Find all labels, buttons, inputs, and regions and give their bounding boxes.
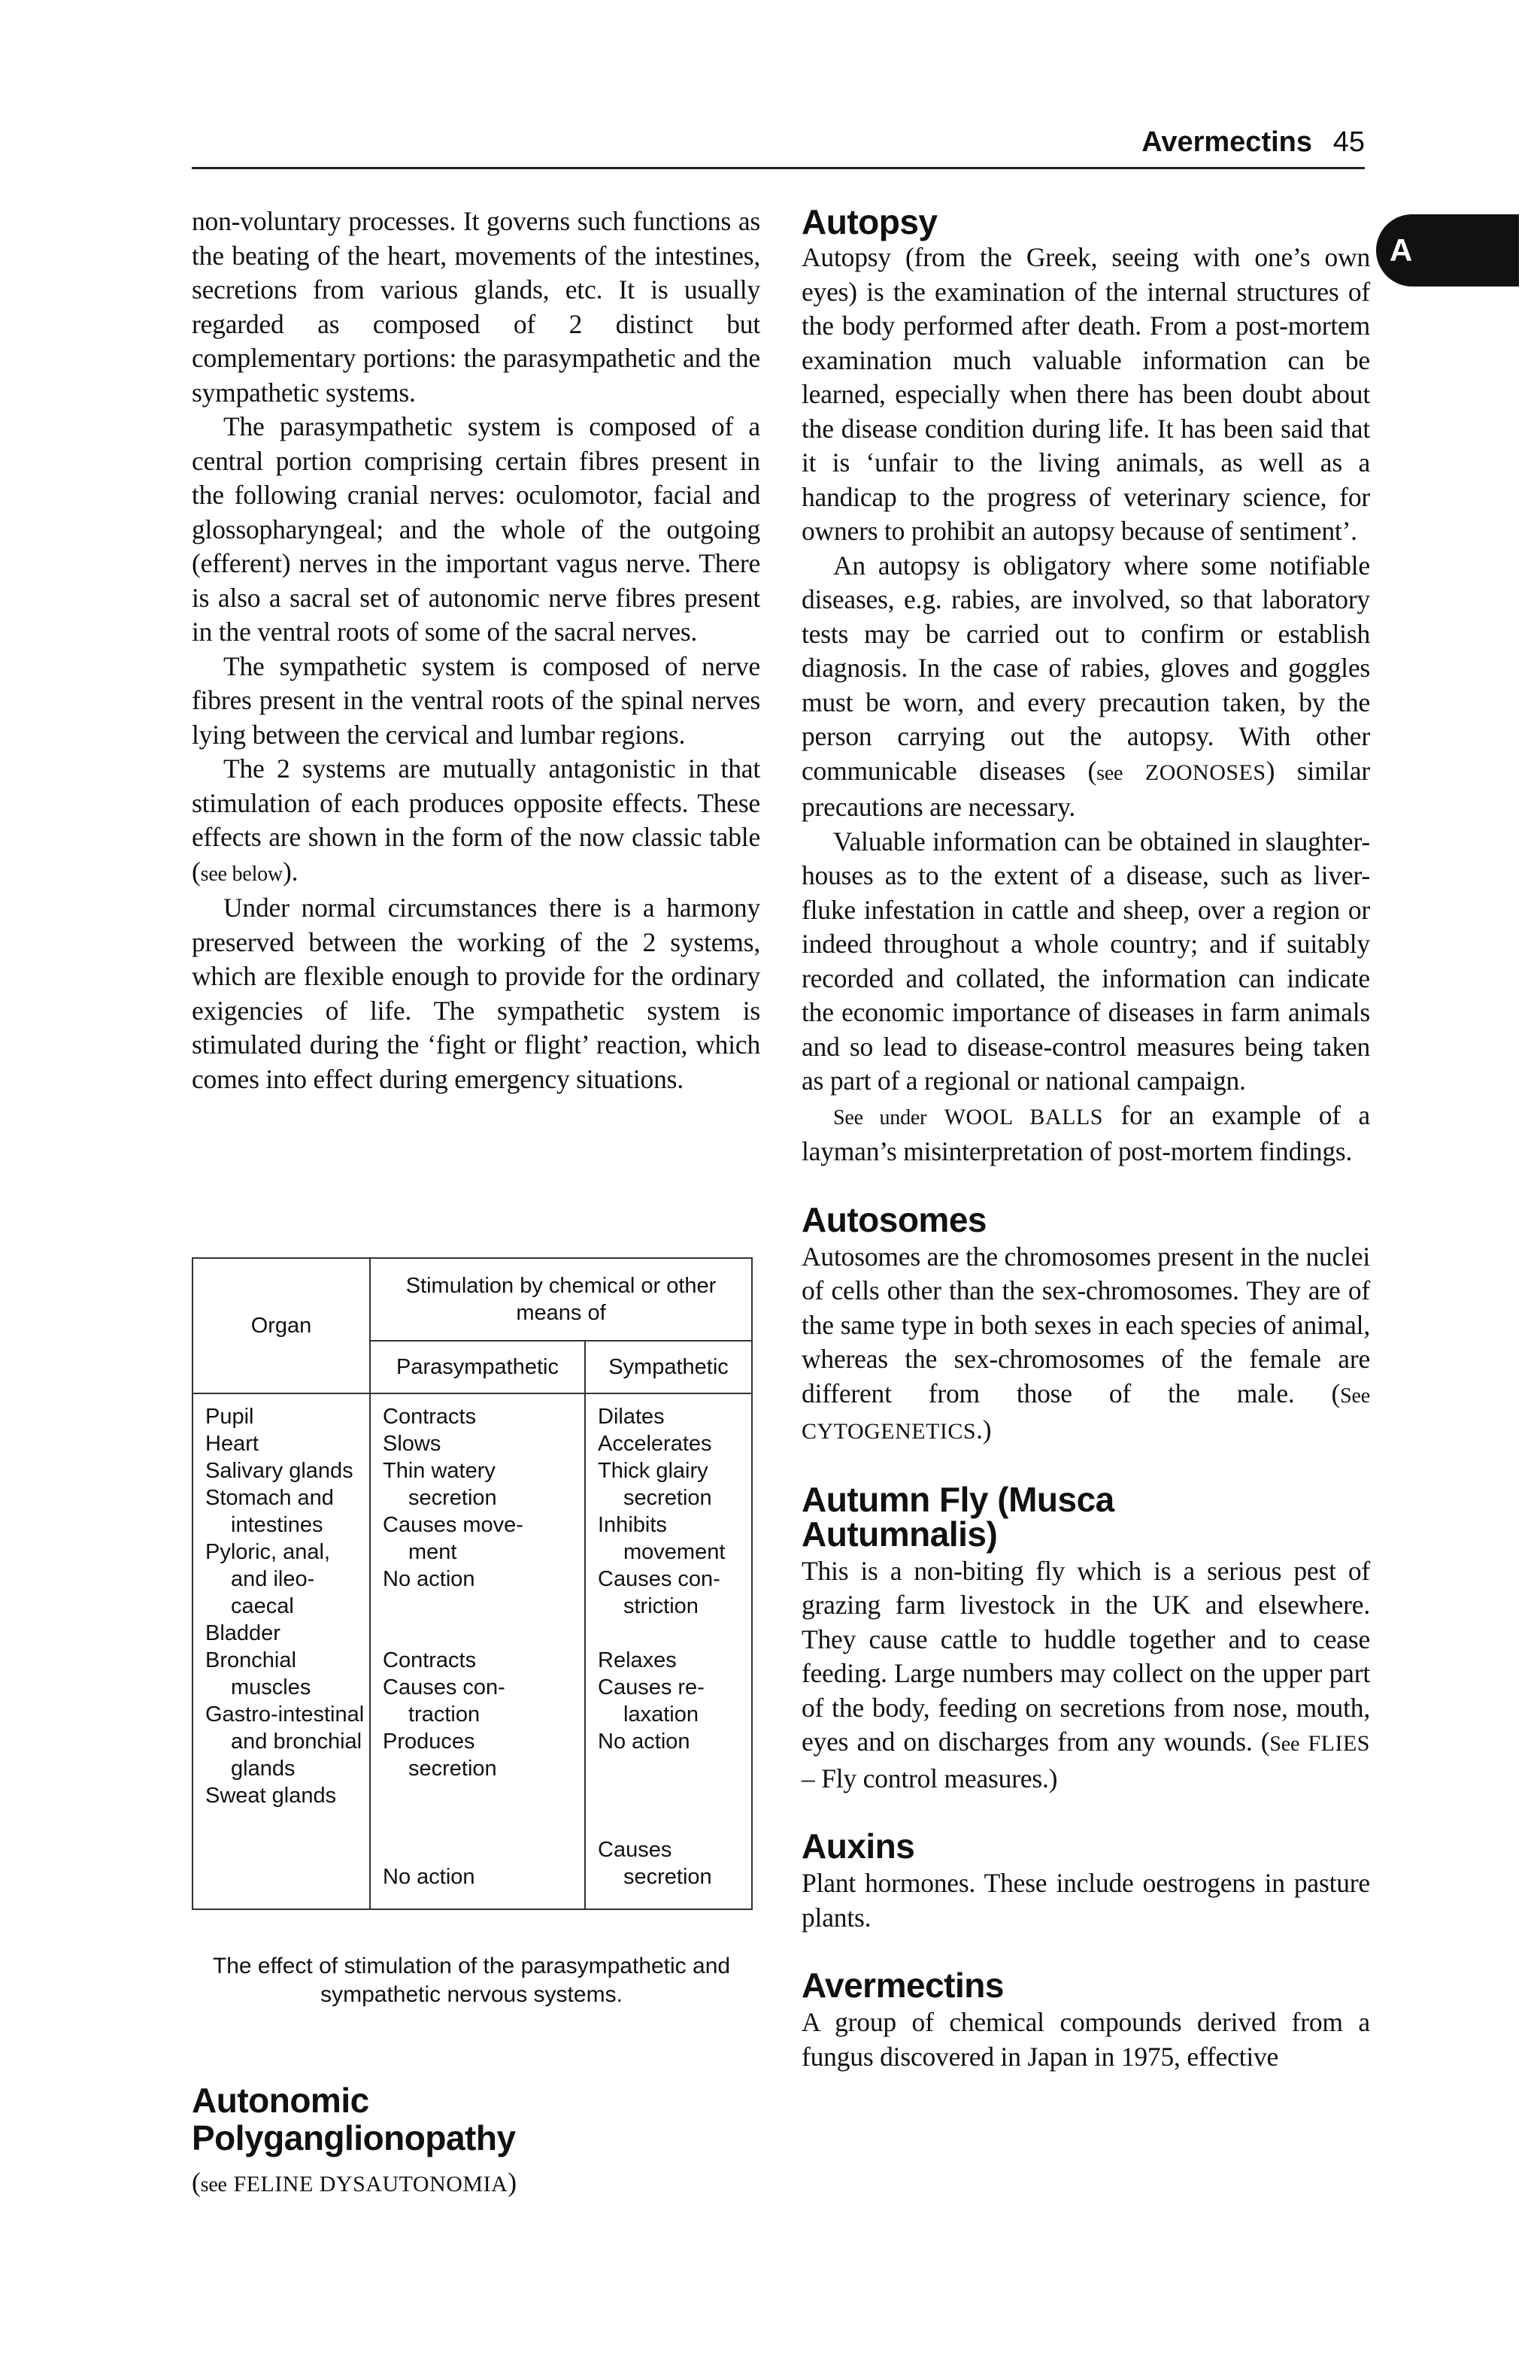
see-label: See (1340, 1384, 1370, 1408)
text: for an example of a layman’s misinterpretation of post-mortem findings. (802, 1099, 1370, 1166)
text: This is a non-biting fly which is a serious pest of grazing farm livestock in the UK and elsewhere. They cause cattle to huddle together and to cease feeding. Large numbers may collect on the upper part of the body, feeding on secretions from nose, mouth, eyes and on discharges from any wounds. ( (802, 1555, 1370, 1757)
right-column (802, 202, 1370, 2074)
autonomic-effects-table (192, 1257, 751, 1910)
entry-heading-autopsy: Autopsy (802, 202, 938, 241)
organ-entry: Stomach and intestines (205, 1486, 334, 1537)
paragraph (802, 1099, 1370, 1169)
organ-entry: Gastro-intestinal and bronchial glands (205, 1702, 365, 1781)
see-label: see (200, 2173, 227, 2197)
entry-autonomic-polyganglionopathy (192, 2081, 760, 2203)
symp-entry: Accelerates (598, 1432, 712, 1456)
symp-entry: Thick glairy secretion (598, 1459, 712, 1510)
see-reference: see below (200, 862, 283, 886)
paragraph (802, 549, 1370, 825)
alphabet-thumb-tab: A (1376, 214, 1519, 287)
organ-entry: Bladder (205, 1621, 280, 1645)
text: .) (976, 1414, 992, 1445)
symp-entry: No action (598, 1730, 690, 1754)
heading-line: Autumnalis) (802, 1514, 998, 1554)
organ-entry: Heart (205, 1432, 259, 1456)
para-entry: Contracts (383, 1405, 477, 1429)
para-entry: Slows (383, 1432, 441, 1456)
paragraph: non-voluntary processes. It governs such functions as the beating of the heart, movements of the intestines, secretions from various glands, etc. It is usually regarded as composed of 2 distinct but complementary portions: the parasympathetic and the sympathetic systems. (192, 206, 760, 408)
reference-link[interactable]: FLIES (1308, 1731, 1370, 1756)
symp-entry: Dilates (598, 1405, 665, 1429)
organ-entry: Bronchial muscles (205, 1648, 311, 1699)
running-title: Avermectins (1141, 126, 1312, 158)
paragraph: Autopsy (from the Greek, seeing with one’s own eyes) is the examination of the internal structures of the body performed after death. From a post-mortem examination much valuable information can be learned, especially when there has been doubt about the disease condition during life. It has been said that it is ‘unfair to the living animals, as well as a handicap to the progress of veterinary science, for owners to prohibit an autopsy because of sentiment’. (802, 242, 1370, 546)
text: – Fly control measures.) (802, 1763, 1058, 1793)
see-label: See (1269, 1733, 1300, 1756)
table-header-parasympathetic: Parasympathetic (370, 1341, 585, 1393)
reference-link[interactable]: CYTOGENETICS (802, 1419, 977, 1444)
table-header-sympathetic: Sympathetic (585, 1341, 752, 1393)
table-header-stimulation: Stimulation by chemical or other means of (370, 1258, 752, 1341)
paragraph (802, 1240, 1370, 1449)
paragraph: Under normal circumstances there is a harmony preserved between the working of the 2 systems, which are flexible enough to provide for the ordinary exigencies of life. The sympathetic system is stimulated during the ‘fight or flight’ reaction, which comes into effect during emergency situations. (192, 893, 760, 1094)
page-number: 45 (1332, 126, 1365, 158)
text: Autosomes are the chromosomes present in the nuclei of cells other than the sex-chromosomes. They are of the same type in both sexes in each species of animal, whereas the sex-chromosomes of the female are different from those of the male. ( (802, 1241, 1370, 1408)
entry-heading (192, 2081, 760, 2157)
paragraph: The sympathetic system is composed of nerve fibres present in the ventral roots of the spinal nerves lying between the cervical and lumbar regions. (192, 650, 760, 750)
paragraph: Plant hormones. These include oestrogens in pasture plants. (802, 1868, 1370, 1933)
heading-line: Autonomic (192, 2081, 369, 2120)
left-column (192, 205, 760, 1096)
para-entry: No action (383, 1567, 475, 1591)
text: An autopsy is obligatory where some notifiable diseases, e.g. rabies, are involved, so that laboratory tests may be carried out to confirm or establish diagnosis. In the case of rabies, gloves and goggles must be worn, and every precaution taken, by the person carrying out the autopsy. With other communicable diseases ( (802, 550, 1370, 786)
symp-entry: Causes con-striction (598, 1567, 720, 1618)
organ-entry: Salivary glands (205, 1459, 353, 1483)
para-entry: Produces secretion (383, 1730, 497, 1781)
text: ) similar precautions are necessary. (802, 755, 1370, 822)
reference-link[interactable]: WOOL BALLS (944, 1104, 1103, 1129)
para-entry: Causes move-ment (383, 1513, 523, 1564)
organ-entry: Sweat glands (205, 1784, 337, 1808)
see-label: see (1096, 761, 1123, 785)
parasympathetic-cell (370, 1393, 585, 1909)
paragraph: A group of chemical compounds derived from a fungus discovered in Japan in 1975, effective (802, 2007, 1370, 2072)
organ-entry: Pupil (205, 1405, 254, 1429)
text: The 2 systems are mutually antagonistic in that stimulation of each produces opposite effects. These effects are shown in the form of the now classic table ( (192, 753, 760, 887)
paragraph: Valuable information can be obtained in slaughter-houses as to the extent of a disease, such as liver-fluke infestation in cattle and sheep, over a region or indeed throughout a whole country; and if suitably recorded and collated, the information can indicate the economic importance of diseases in farm animals and so lead to disease-control measures being taken as part of a regional or national campaign. (802, 826, 1370, 1096)
sympathetic-cell (585, 1393, 752, 1909)
heading-line: Polyganglionopathy (192, 2118, 516, 2157)
entry-heading-auxins: Auxins (802, 1827, 915, 1866)
para-entry: Causes con-traction (383, 1675, 505, 1727)
organ-cell (192, 1393, 370, 1909)
reference-link[interactable]: ZOONOSES (1144, 759, 1266, 785)
reference-link[interactable]: FELINE DYSAUTONOMIA (233, 2172, 508, 2197)
see-label: See under (833, 1105, 927, 1129)
running-header (192, 123, 1365, 169)
symp-entry: Causes re-laxation (598, 1675, 705, 1727)
entry-heading-autosomes: Autosomes (802, 1199, 987, 1239)
entry-heading-autumn-fly (802, 1479, 1370, 1554)
symp-entry: Inhibits movement (598, 1513, 726, 1564)
table-caption: The effect of stimulation of the parasympathetic and sympathetic nervous systems. (212, 1954, 731, 2007)
organ-entry: Pyloric, anal, and ileo-caecal (205, 1540, 331, 1618)
cross-reference: (see FELINE DYSAUTONOMIA) (192, 2167, 517, 2197)
para-entry: No action (383, 1865, 475, 1889)
heading-line: Autumn Fly (Musca (802, 1479, 1114, 1519)
entry-heading-avermectins: Avermectins (802, 1966, 1004, 2005)
paragraph (192, 752, 760, 891)
paragraph (802, 1554, 1370, 1796)
table-header-organ: Organ (192, 1258, 370, 1393)
para-entry: Thin watery secretion (383, 1459, 497, 1510)
paragraph: The parasympathetic system is composed of a central portion comprising certain fibres present in the following cranial nerves: oculomotor, facial and glossopharyngeal; and the whole of the outgoing (efferent) nerves in the important vagus nerve. There is also a sacral set of autonomic nerve fibres present in the ventral roots of some of the sacral nerves. (192, 411, 760, 647)
text: ). (283, 856, 299, 887)
para-entry: Contracts (383, 1648, 477, 1672)
symp-entry: Relaxes (598, 1648, 677, 1672)
symp-entry: Causes secretion (598, 1838, 712, 1889)
